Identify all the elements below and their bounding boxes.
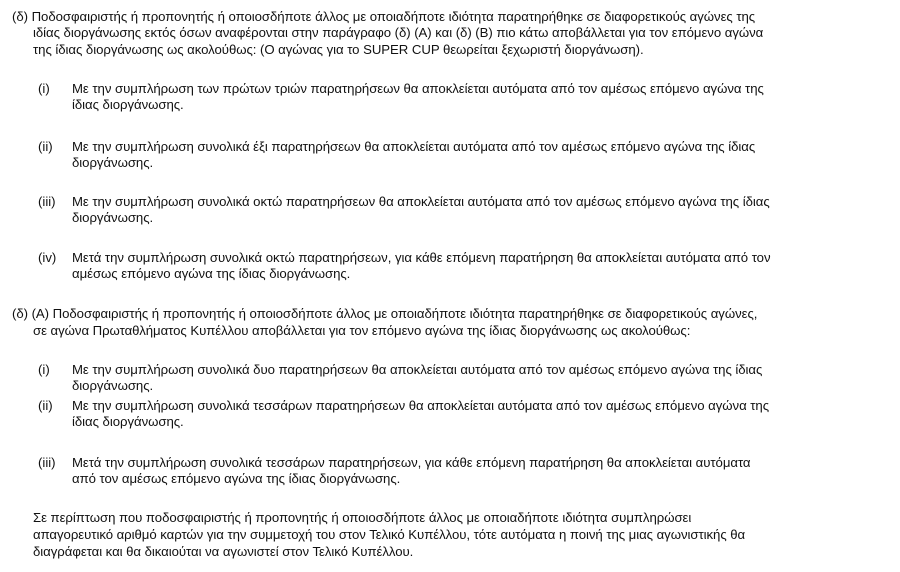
list-item-marker: (iv) <box>38 250 57 265</box>
section-d-a-line: (δ) (Α) Ποδοσφαιριστής ή προπονητής ή οποιοσδήποτε άλλος με οποιαδήποτε ιδιότητα παρατηρήθηκε σε διαφορετικούς αγώνες, <box>12 306 758 321</box>
list-item-text: διοργάνωσης. <box>72 155 154 170</box>
list-item-marker: (i) <box>38 81 50 96</box>
section-d-a-line: σε αγώνα Πρωταθλήματος Κυπέλλου αποβάλλεται για τον επόμενο αγώνα της ίδιας διοργάνωσης ως ακολούθως: <box>33 323 691 338</box>
list-item-text: διοργάνωσης. <box>72 210 154 225</box>
list-item-text: από τον αμέσως επόμενο αγώνα της ίδιας διοργάνωσης. <box>72 471 401 486</box>
list-item-text: Μετά την συμπλήρωση συνολικά οκτώ παρατηρήσεων, για κάθε επόμενη παρατήρηση θα αποκλείεται αυτόματα από τον <box>72 250 771 265</box>
section-d-line: ιδίας διοργάνωσης εκτός όσων αναφέρονται στην παράγραφο (δ) (Α) και (δ) (Β) πιο κάτω αποβάλλεται για τον επόμενο αγώνα <box>33 25 764 40</box>
list-item-text: Με την συμπλήρωση συνολικά έξι παρατηρήσεων θα αποκλείεται αυτόματα από τον αμέσως επόμενο αγώνα της ίδιας <box>72 139 756 154</box>
list-item-text: Με την συμπλήρωση συνολικά δυο παρατηρήσεων θα αποκλείεται αυτόματα από τον αμέσως επόμενο αγώνα της ίδιας <box>72 362 763 377</box>
closing-line: διαγράφεται και θα δικαιούται να αγωνιστεί στον Τελικό Κυπέλλου. <box>33 544 414 559</box>
section-d-line: της ίδιας διοργάνωσης ως ακολούθως: (Ο αγώνας για το SUPER CUP θεωρείται ξεχωριστή διοργάνωση). <box>33 42 644 57</box>
list-item-text: διοργάνωσης. <box>72 378 154 393</box>
list-item-text: αμέσως επόμενο αγώνα της ίδιας διοργάνωσης. <box>72 266 351 281</box>
list-item-text: Με την συμπλήρωση συνολικά τεσσάρων παρατηρήσεων θα αποκλείεται αυτόματα από τον αμέσως επόμενο αγώνα της <box>72 398 770 413</box>
list-item-marker: (i) <box>38 362 50 377</box>
list-item-marker: (ii) <box>38 398 53 413</box>
list-item-text: Μετά την συμπλήρωση συνολικά τεσσάρων παρατηρήσεων, για κάθε επόμενη παρατήρηση θα αποκλείεται αυτόματα <box>72 455 751 470</box>
list-item-text: Με την συμπλήρωση συνολικά οκτώ παρατηρήσεων θα αποκλείεται αυτόματα από τον αμέσως επόμενο αγώνα της ίδιας <box>72 194 770 209</box>
list-item-marker: (iii) <box>38 194 56 209</box>
list-item-marker: (ii) <box>38 139 53 154</box>
list-item-marker: (iii) <box>38 455 56 470</box>
list-item-text: ίδιας διοργάνωσης. <box>72 414 184 429</box>
list-item-text: ίδιας διοργάνωσης. <box>72 97 184 112</box>
closing-line: Σε περίπτωση που ποδοσφαιριστής ή προπονητής ή οποιοσδήποτε άλλος με οποιαδήποτε ιδιότητα συμπληρώσει <box>33 510 692 525</box>
list-item-text: Με την συμπλήρωση των πρώτων τριών παρατηρήσεων θα αποκλείεται αυτόματα από τον αμέσως επόμενο αγώνα της <box>72 81 764 96</box>
closing-line: απαγορευτικό αριθμό καρτών για την συμμετοχή του στον Τελικό Κυπέλλου, τότε αυτόματα η ποινή της μιας αγωνιστικής θα <box>33 527 746 542</box>
section-d-line: (δ) Ποδοσφαιριστής ή προπονητής ή οποιοσδήποτε άλλος με οποιαδήποτε ιδιότητα παρατηρήθηκε σε διαφορετικούς αγώνες της <box>12 9 756 24</box>
